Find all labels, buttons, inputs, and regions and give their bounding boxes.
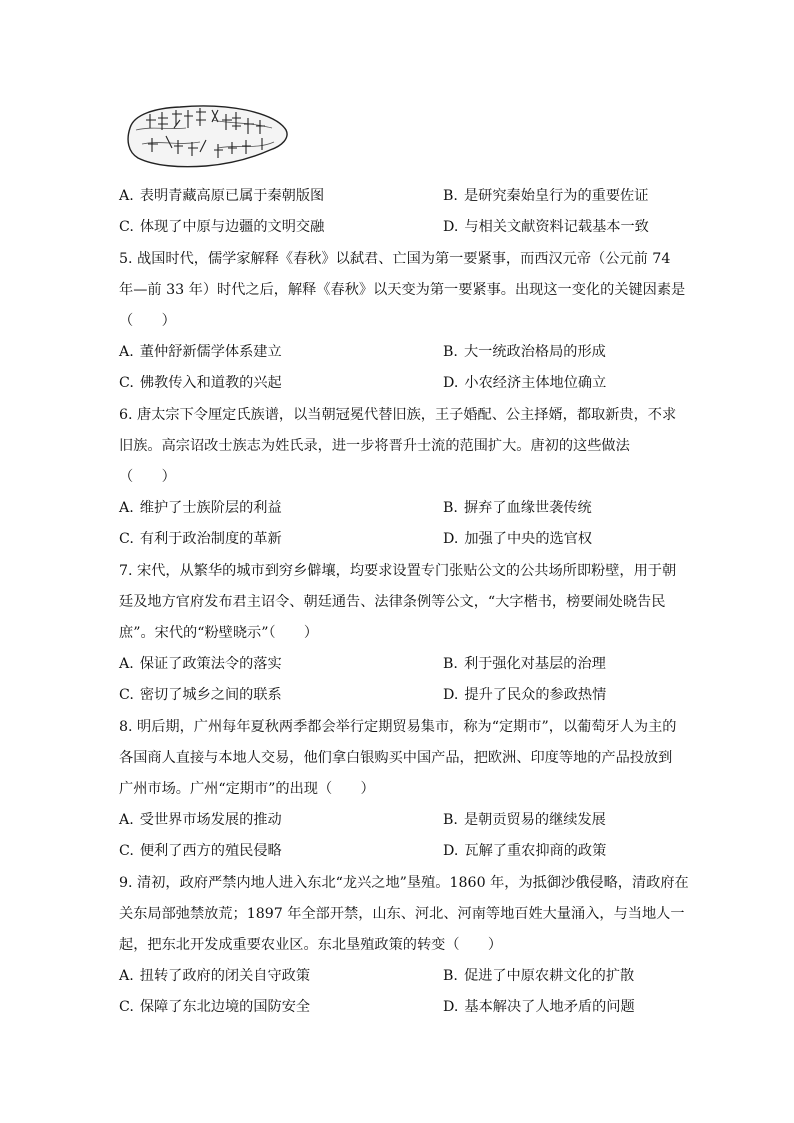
q7-stem-line-3: 庶”。宋代的“粉壁晓示”（ ） [119,625,319,641]
q7-option-a[interactable]: A. 保证了政策法令的落实 [119,656,282,672]
q9-stem-line-3: 起，把东北开发成重要农业区。东北垦殖政策的转变（ ） [119,937,503,953]
q5-option-d[interactable]: D. 小农经济主体地位确立 [443,375,607,391]
q7-stem-line-1: 7. 宋代，从繁华的城市到穷乡僻壤，均要求设置专门张贴公文的公共场所即粉壁，用于朝 [119,563,677,579]
q8-stem-line-1: 8. 明后期，广州每年夏秋两季都会举行定期贸易集市，称为“定期市”，以葡萄牙人为主的 [119,719,677,735]
q9-option-c[interactable]: C. 保障了东北边境的国防安全 [119,999,311,1015]
q6-option-b[interactable]: B. 摒弃了血缘世袭传统 [443,500,592,516]
q8-option-c[interactable]: C. 便利了西方的殖民侵略 [119,843,282,859]
q8-option-d[interactable]: D. 瓦解了重农抑商的政策 [443,843,607,859]
q9-option-a[interactable]: A. 扭转了政府的闭关自守政策 [119,968,311,984]
q8-option-b[interactable]: B. 是朝贡贸易的继续发展 [443,812,606,828]
q4-option-b[interactable]: B. 是研究秦始皇行为的重要佐证 [443,188,649,204]
q8-stem-line-2: 各国商人直接与本地人交易，他们拿白银购买中国产品，把欧洲、印度等地的产品投放到 [119,750,673,766]
q5-stem-line-3: （ ） [119,313,176,329]
q9-stem-line-1: 9. 清初，政府严禁内地人进入东北“龙兴之地”垦殖。1860 年，为抵御沙俄侵略，清政府在 [119,875,689,891]
q5-stem-line-2: 年—前 33 年）时代之后，解释《春秋》以天变为第一要紧事。出现这一变化的关键因素是 [119,282,686,298]
q5-option-c[interactable]: C. 佛教传入和道教的兴起 [119,375,282,391]
q5-option-b[interactable]: B. 大一统政治格局的形成 [443,344,606,360]
q5-option-a[interactable]: A. 董仲舒新儒学体系建立 [119,344,282,360]
q6-option-c[interactable]: C. 有利于政治制度的革新 [119,531,282,547]
q6-stem-line-3: （ ） [119,469,176,485]
q7-option-c[interactable]: C. 密切了城乡之间的联系 [119,687,282,703]
q7-stem-line-2: 廷及地方官府发布君主诏令、朝廷通告、法律条例等公文，“大字楷书，榜要闹处晓告民 [119,594,666,610]
q7-option-d[interactable]: D. 提升了民众的参政热情 [443,687,607,703]
q9-option-d[interactable]: D. 基本解决了人地矛盾的问题 [443,999,635,1015]
q6-option-d[interactable]: D. 加强了中央的选官权 [443,531,593,547]
q4-option-c[interactable]: C. 体现了中原与边疆的文明交融 [119,219,325,235]
q8-option-a[interactable]: A. 受世界市场发展的推动 [119,812,282,828]
q6-stem-line-1: 6. 唐太宗下令厘定氏族谱，以当朝冠冕代替旧族，王子婚配、公主择婿，都取新贵，不求 [119,407,677,423]
q4-option-a[interactable]: A. 表明青藏高原已属于秦朝版图 [119,188,325,204]
q6-stem-line-2: 旧族。高宗诏改士族志为姓氏录，进一步将晋升士流的范围扩大。唐初的这些做法 [119,438,630,454]
q6-option-a[interactable]: A. 维护了士族阶层的利益 [119,500,282,516]
q8-stem-line-3: 广州市场。广州“定期市”的出现（ ） [119,781,375,797]
q4-option-d[interactable]: D. 与相关文献资料记载基本一致 [443,219,649,235]
q5-stem-line-1: 5. 战国时代，儒学家解释《春秋》以弑君、亡国为第一要紧事，而西汉元帝（公元前 74 [119,251,671,267]
stone-inscription-image [122,100,290,172]
q9-option-b[interactable]: B. 促进了中原农耕文化的扩散 [443,968,635,984]
q7-option-b[interactable]: B. 利于强化对基层的治理 [443,656,606,672]
q9-stem-line-2: 关东局部弛禁放荒；1897 年全部开禁，山东、河北、河南等地百姓大量涌入，与当地人一 [119,906,685,922]
